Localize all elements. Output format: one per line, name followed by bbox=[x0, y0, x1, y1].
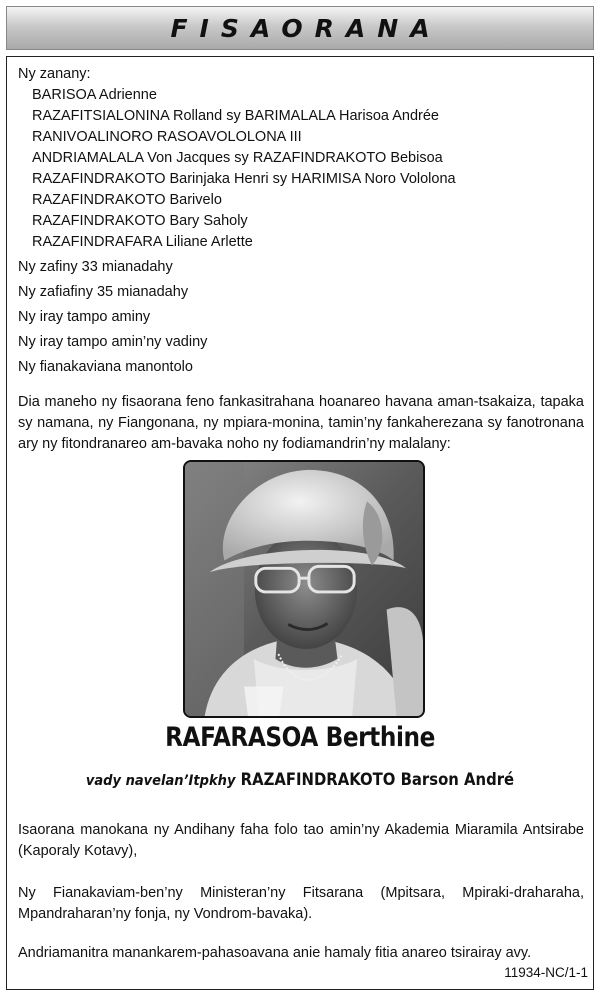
list-item: RAZAFITSIALONINA Rolland sy BARIMALALA Harisoa Andrée bbox=[32, 108, 439, 124]
relation-line: Ny iray tampo amin’ny vadiny bbox=[18, 334, 208, 350]
list-item: RANIVOALINORO RASOAVOLOLONA III bbox=[32, 129, 302, 145]
notice-body bbox=[18, 64, 584, 455]
relation-line: Ny fianakaviana manontolo bbox=[18, 359, 193, 375]
children-heading: Ny zanany: bbox=[18, 66, 91, 82]
list-item: BARISOA Adrienne bbox=[32, 87, 157, 103]
thanks-paragraph: Dia maneho ny fisaorana feno fankasitrahana hoanareo havana aman-tsakaiza, tapaka sy namana, ny Fiangonana, ny mpiara-monina, tamin’ny fankaherezana sy fanotronana ary ny fitondranareo am-bavaka noho ny fodiamandrin’ny malalany: bbox=[18, 394, 584, 452]
spouse-line bbox=[30, 770, 570, 789]
deceased-photo bbox=[183, 460, 425, 718]
relation-line: Ny zafiafiny 35 mianadahy bbox=[18, 284, 189, 300]
relation-line: Ny zafiny 33 mianadahy bbox=[18, 259, 173, 275]
closing-paragraph: Isaorana manokana ny Andihany faha folo tao amin’ny Akademia Miaramila Antsirabe (Kaporaly Kotavy), bbox=[18, 822, 584, 859]
list-item: ANDRIAMALALA Von Jacques sy RAZAFINDRAKOTO Bebisoa bbox=[32, 150, 443, 166]
portrait-image bbox=[185, 462, 423, 716]
list-item: RAZAFINDRAKOTO Barinjaka Henri sy HARIMISA Noro Vololona bbox=[32, 171, 456, 187]
relation-line: Ny iray tampo aminy bbox=[18, 309, 151, 325]
header-band bbox=[6, 6, 594, 50]
deceased-name: RAFARASOA Berthine bbox=[165, 722, 435, 753]
spouse-name: RAZAFINDRAKOTO Barson André bbox=[240, 770, 515, 789]
closing-paragraph: Ny Fianakaviam-ben’ny Ministeran’ny Fitsarana (Mpitsara, Mpiraki-draharaha, Mpandraharan’ny fonja, ny Vondrom-bavaka). bbox=[18, 885, 584, 922]
list-item: RAZAFINDRAFARA Liliane Arlette bbox=[32, 234, 253, 250]
notice-title: FISAORANA bbox=[170, 13, 442, 43]
spouse-prefix: vady navelan’Itpkhy bbox=[85, 773, 236, 789]
list-item: RAZAFINDRAKOTO Barivelo bbox=[32, 192, 222, 208]
closing-paragraph: Andriamanitra manankarem-pahasoavana anie hamaly fitia anareo tsirairay avy. bbox=[18, 945, 532, 961]
reference-code: 11934-NC/1-1 bbox=[504, 965, 588, 980]
children-list bbox=[18, 85, 584, 253]
list-item: RAZAFINDRAKOTO Bary Saholy bbox=[32, 213, 248, 229]
